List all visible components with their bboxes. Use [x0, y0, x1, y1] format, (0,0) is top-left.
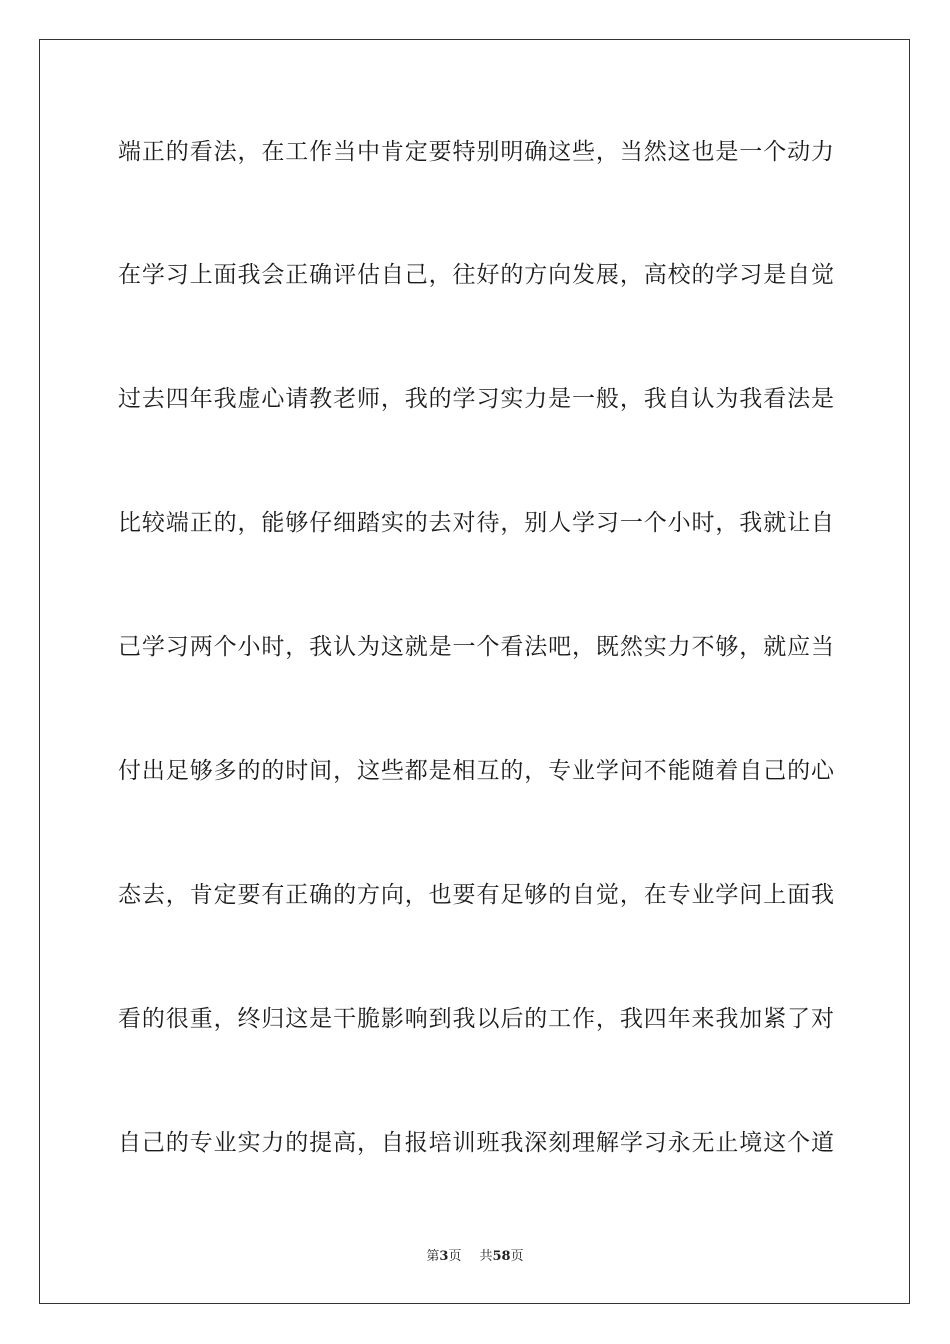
page-number-footer — [0, 1247, 950, 1267]
body-text-line: 付出足够多的的时间，这些都是相互的，专业学问不能随着自己的心 — [118, 758, 834, 784]
body-text-line: 过去四年我虚心请教老师，我的学习实力是一般，我自认为我看法是 — [118, 386, 834, 412]
body-text-line: 看的很重，终归这是干脆影响到我以后的工作，我四年来我加紧了对 — [118, 1006, 834, 1032]
current-page-number: 3 — [439, 1249, 449, 1264]
total-prefix: 共 — [479, 1249, 493, 1264]
page-border — [39, 39, 910, 1304]
body-text-line: 在学习上面我会正确评估自己，往好的方向发展，高校的学习是自觉 — [118, 262, 834, 288]
body-text-line: 比较端正的，能够仔细踏实的去对待，别人学习一个小时，我就让自 — [118, 510, 834, 536]
body-text-line: 自己的专业实力的提高，自报培训班我深刻理解学习永无止境这个道 — [118, 1130, 834, 1156]
total-suffix: 页 — [510, 1249, 524, 1264]
page-prefix: 第 — [426, 1249, 440, 1264]
body-text-line: 态去，肯定要有正确的方向，也要有足够的自觉，在专业学问上面我 — [118, 882, 834, 908]
body-text-line: 己学习两个小时，我认为这就是一个看法吧，既然实力不够，就应当 — [118, 634, 834, 660]
body-text-line: 端正的看法，在工作当中肯定要特别明确这些，当然这也是一个动力 — [118, 139, 834, 165]
total-page-count: 58 — [492, 1249, 511, 1264]
page-suffix: 页 — [448, 1249, 462, 1264]
